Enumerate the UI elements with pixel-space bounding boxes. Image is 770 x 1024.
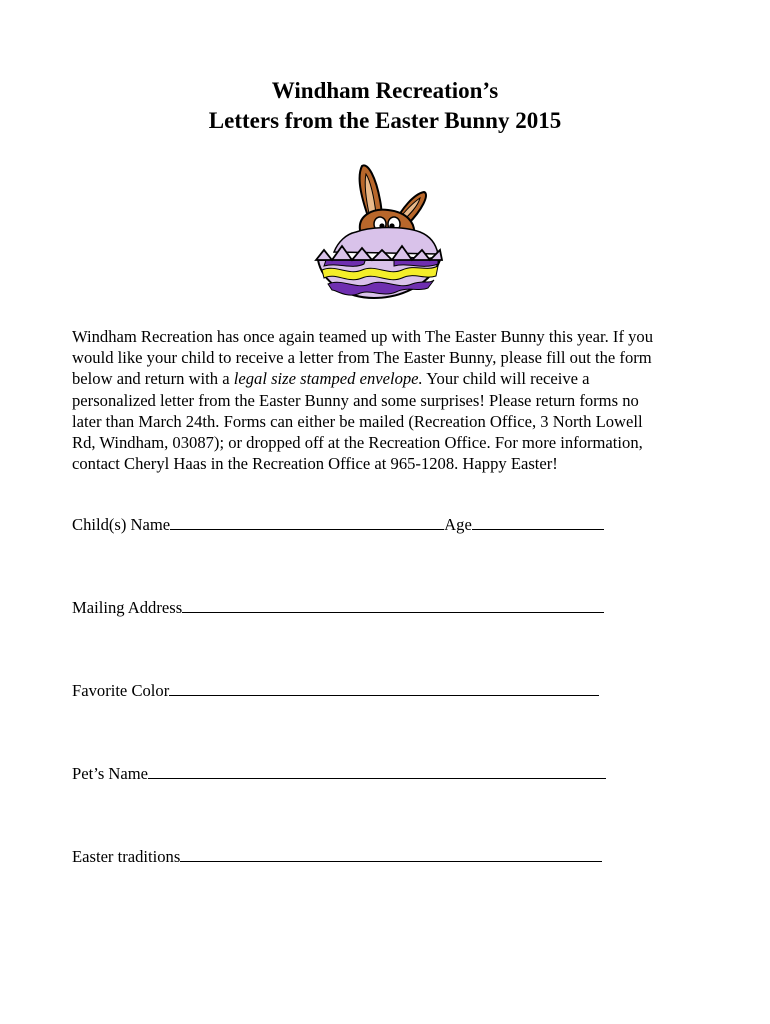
child-name-field[interactable] xyxy=(170,514,444,530)
easter-traditions-field[interactable] xyxy=(180,846,602,862)
envelope-emphasis: legal size stamped envelope. xyxy=(233,369,423,389)
age-label: Age xyxy=(444,515,472,534)
mailing-address-label: Mailing Address xyxy=(72,598,183,617)
favorite-color-label: Favorite Color xyxy=(72,681,170,700)
pet-name-row xyxy=(72,763,606,784)
easter-traditions-label: Easter traditions xyxy=(72,847,181,866)
age-field[interactable] xyxy=(472,514,604,530)
intro-line: later than March 24th. Forms can either be mailed (Recreation Office, 3 North Lowell xyxy=(72,411,643,431)
title-line-2: Letters from the Easter Bunny 2015 xyxy=(208,108,562,133)
intro-line: Windham Recreation has once again teamed up with The Easter Bunny this year. If you xyxy=(72,327,654,346)
intro-line: Rd, Windham, 03087); or dropped off at the Recreation Office. For more information, xyxy=(72,433,643,453)
pet-name-field[interactable] xyxy=(148,763,606,779)
intro-text: Your child will receive a xyxy=(422,369,590,389)
intro-line: personalized letter from the Easter Bunny and some surprises! Please return forms no xyxy=(72,390,639,410)
easter-bunny-in-egg-icon xyxy=(312,160,448,302)
easter-traditions-row xyxy=(72,846,602,867)
intro-paragraph xyxy=(72,326,698,474)
mailing-address-field[interactable] xyxy=(182,597,604,613)
child-name-label: Child(s) Name xyxy=(72,515,171,534)
intro-line xyxy=(72,368,698,389)
intro-line: would like your child to receive a letter from The Easter Bunny, please fill out the form xyxy=(72,348,652,368)
mailing-address-row xyxy=(72,597,604,618)
pet-name-label: Pet’s Name xyxy=(72,764,149,783)
child-name-row xyxy=(72,514,604,535)
title-line-1: Windham Recreation’s xyxy=(271,78,499,103)
favorite-color-field[interactable] xyxy=(169,680,599,696)
intro-line: contact Cheryl Haas in the Recreation Office at 965-1208. Happy Easter! xyxy=(72,454,558,474)
favorite-color-row xyxy=(72,680,599,701)
intro-text: below and return with a xyxy=(72,369,234,389)
page-title xyxy=(0,76,770,136)
